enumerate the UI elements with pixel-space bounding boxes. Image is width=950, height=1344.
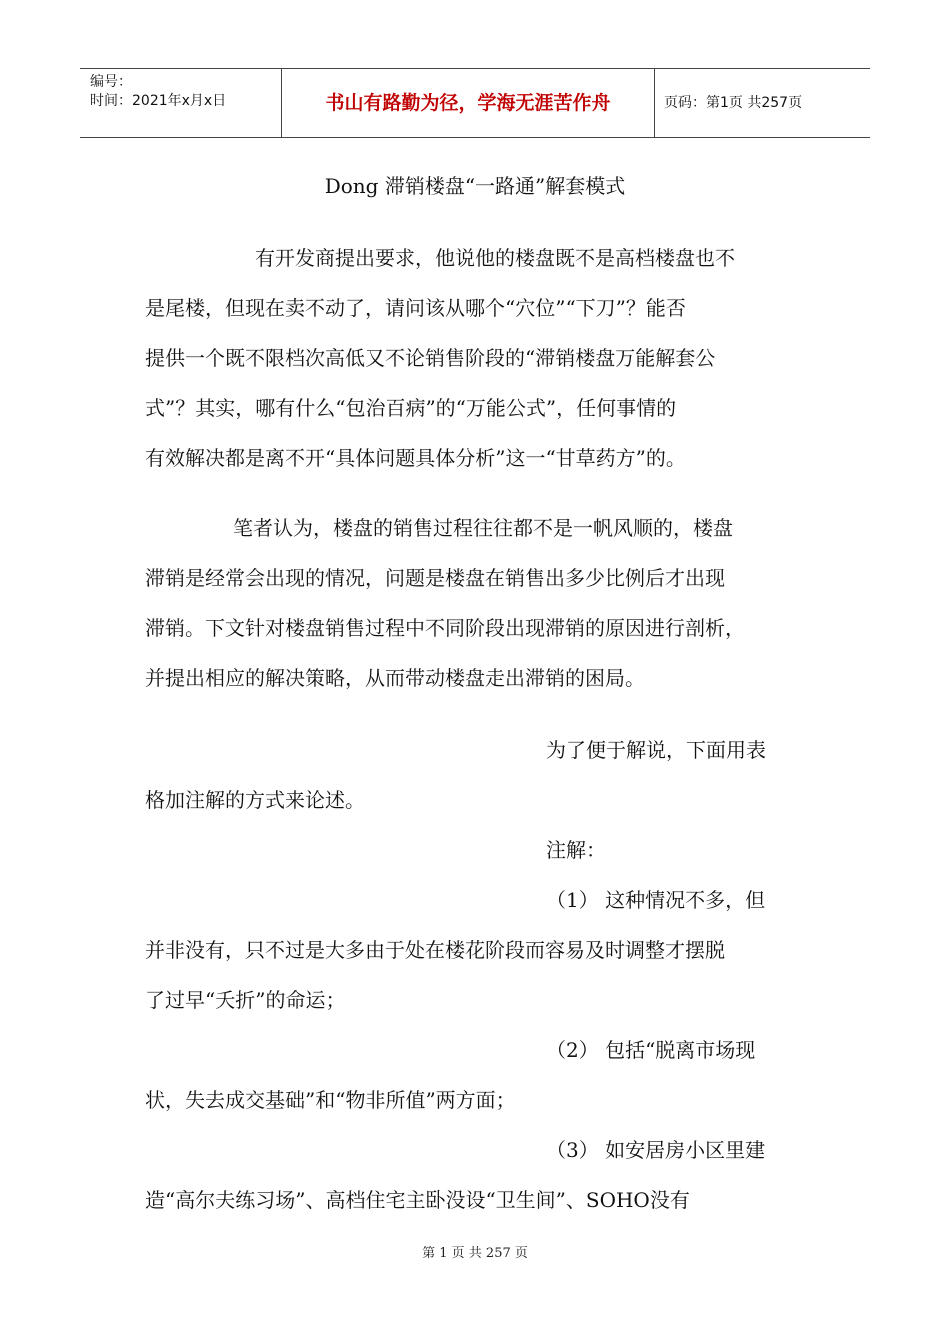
body-line: 状，失去成交基础”和“物非所值”两方面； <box>145 1088 516 1112</box>
body-line: 滞销是经常会出现的情况，问题是楼盘在销售出多少比例后才出现 <box>145 566 725 590</box>
body-line: 造“高尔夫练习场”、高档住宅主卧没设“卫生间”、SOHO没有 <box>145 1188 690 1212</box>
document-number-label: 编号： <box>90 74 132 90</box>
note-2: （2） 包括“脱离市场现 <box>546 1038 756 1062</box>
document-date: 时间：2021年x月x日 <box>90 93 227 109</box>
body-line: 笔者认为，楼盘的销售过程往往都不是一帆风顺的，楼盘 <box>233 516 733 540</box>
notes-heading: 注解： <box>546 838 606 862</box>
body-line: 提供一个既不限档次高低又不论销售阶段的“滞销楼盘万能解套公 <box>145 346 716 370</box>
body-line: 是尾楼，但现在卖不动了，请问该从哪个“穴位”“下刀”？能否 <box>145 296 686 320</box>
body-line: 滞销。下文针对楼盘销售过程中不同阶段出现滞销的原因进行剖析， <box>145 616 745 640</box>
header-divider <box>654 69 655 137</box>
page-footer: 第 1 页 共 257 页 <box>422 1246 528 1261</box>
document-title: Dong 滞销楼盘“一路通”解套模式 <box>324 174 626 198</box>
page-header <box>80 68 870 138</box>
body-line: 有开发商提出要求，他说他的楼盘既不是高档楼盘也不 <box>255 246 735 270</box>
header-page-info: 页码：第1页 共257页 <box>664 95 803 111</box>
body-line: 式”？其实，哪有什么“包治百病”的“万能公式”，任何事情的 <box>145 396 677 420</box>
note-1: （1） 这种情况不多，但 <box>546 888 766 912</box>
body-line: 并提出相应的解决策略，从而带动楼盘走出滞销的困局。 <box>145 666 645 690</box>
note-3: （3） 如安居房小区里建 <box>546 1138 766 1162</box>
body-line: 为了便于解说，下面用表 <box>546 738 766 762</box>
body-line: 格加注解的方式来论述。 <box>145 788 365 812</box>
header-meta <box>90 73 226 111</box>
header-motto: 书山有路勤为径，学海无涯苦作舟 <box>325 92 611 114</box>
body-line: 并非没有，只不过是大多由于处在楼花阶段而容易及时调整才摆脱 <box>145 938 725 962</box>
body-line: 了过早“夭折”的命运； <box>145 988 346 1012</box>
body-line: 有效解决都是离不开“具体问题具体分析”这一“甘草药方”的。 <box>145 446 686 470</box>
